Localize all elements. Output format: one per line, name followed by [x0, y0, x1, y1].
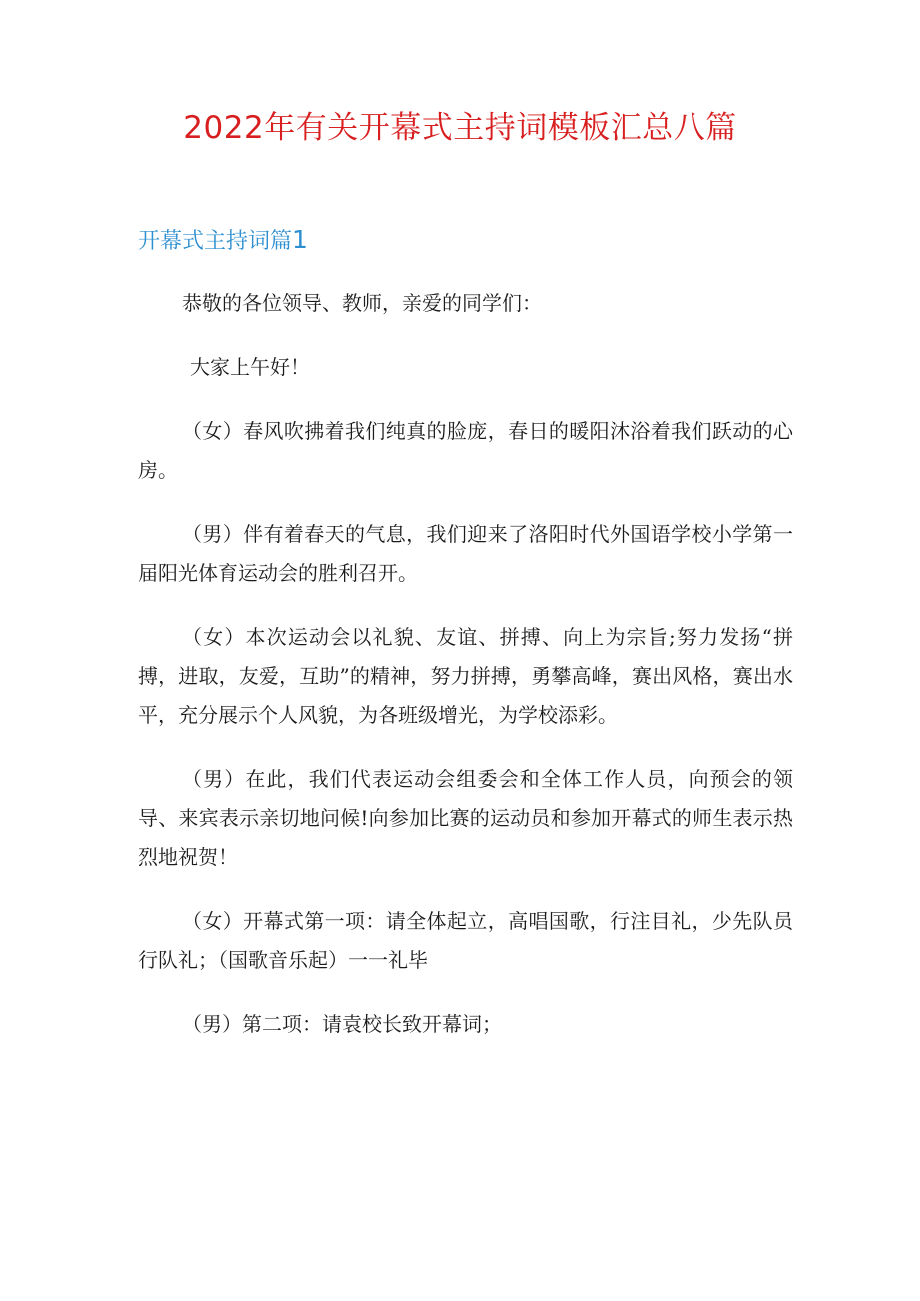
page-title: 2022年有关开幕式主持词模板汇总八篇: [183, 110, 737, 146]
paragraph: （女）春风吹拂着我们纯真的脸庞，春日的暖阳沐浴着我们跃动的心房。: [138, 419, 793, 482]
paragraph: （女）本次运动会以礼貌、友谊、拼搏、向上为宗旨;努力发扬“拼搏，进取，友爱，互助”的精神，努力拼搏，勇攀高峰，赛出风格，赛出水平，充分展示个人风貌，为各班级增光，为学校添彩。: [138, 625, 793, 727]
paragraph: （女）开幕式第一项：请全体起立，高唱国歌，行注目礼，少先队员行队礼；（国歌音乐起）一一礼毕: [138, 909, 793, 972]
document-body: [138, 284, 793, 1069]
section-heading: [138, 222, 308, 260]
paragraph: （男）第二项：请袁校长致开幕词；: [182, 1012, 502, 1036]
paragraph-salutation: 恭敬的各位领导、教师，亲爱的同学们：: [182, 291, 542, 315]
paragraph-greeting: 大家上午好！: [190, 355, 310, 379]
paragraph: （男）伴有着春天的气息，我们迎来了洛阳时代外国语学校小学第一届阳光体育运动会的胜利召开。: [138, 522, 793, 585]
section-heading-number: 1: [292, 225, 308, 254]
paragraph: （男）在此，我们代表运动会组委会和全体工作人员，向预会的领导、来宾表示亲切地问候!向参加比赛的运动员和参加开幕式的师生表示热烈地祝贺！: [138, 767, 793, 869]
section-heading-text: 开幕式主持词篇: [138, 229, 293, 254]
